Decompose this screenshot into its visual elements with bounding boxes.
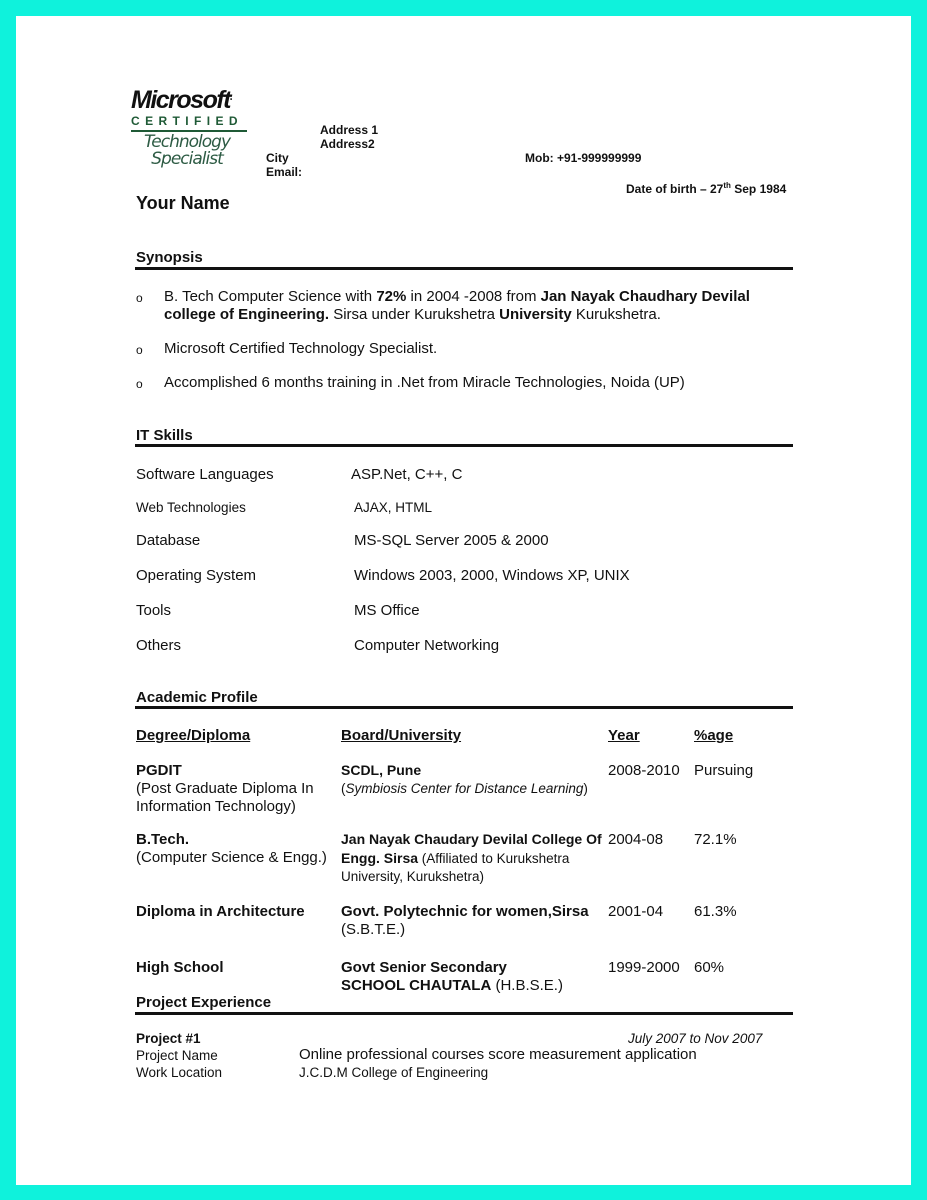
table-row-degree: Diploma in Architecture bbox=[136, 903, 305, 920]
resume-page bbox=[16, 16, 911, 1185]
divider bbox=[135, 444, 793, 447]
synopsis-text: Microsoft Certified Technology Specialist. bbox=[164, 340, 438, 357]
project-title: Project #1 bbox=[136, 1031, 201, 1046]
skill-label: Others bbox=[136, 637, 182, 654]
skill-label: Software Languages bbox=[136, 466, 274, 483]
divider bbox=[135, 1012, 793, 1015]
table-row-percentage: 72.1% bbox=[694, 831, 737, 848]
mobile-number: Mob: +91-999999999 bbox=[525, 151, 642, 165]
skill-label: Web Technologies bbox=[136, 500, 246, 515]
skill-value: ASP.Net, C++, C bbox=[351, 466, 463, 483]
synopsis-text: B. Tech Computer Science with 72% in 2004 -2008 from Jan Nayak Chaudhary Devilal college of Engineering. Sirsa under Kurukshetra University Kurukshetra. bbox=[164, 288, 750, 323]
work-location-value: J.C.D.M College of Engineering bbox=[299, 1065, 489, 1080]
project-name-label: Project Name bbox=[136, 1048, 218, 1063]
section-title-academic: Academic Profile bbox=[136, 689, 258, 706]
logo-brand: Microsoft• bbox=[131, 86, 231, 114]
table-row-board: SCDL, Pune (Symbiosis Center for Distance Learning) bbox=[341, 762, 588, 796]
bullet-icon: o bbox=[136, 377, 143, 391]
project-name-value: Online professional courses score measurement application bbox=[299, 1046, 697, 1063]
microsoft-certified-logo bbox=[131, 87, 251, 168]
table-row-percentage: 61.3% bbox=[694, 903, 737, 920]
divider bbox=[135, 706, 793, 709]
column-header-board: Board/University bbox=[341, 727, 462, 744]
date-of-birth: Date of birth – 27th Sep 1984 bbox=[626, 181, 787, 196]
table-row-degree: High School bbox=[136, 959, 224, 976]
column-header-year: Year bbox=[608, 727, 640, 744]
logo-certified: CERTIFIED bbox=[131, 114, 243, 128]
table-row-board: Jan Nayak Chaudary Devilal College Of Engg. Sirsa (Affiliated to Kurukshetra University, Kurukshetra) bbox=[341, 831, 602, 884]
logo-line1: Technology bbox=[143, 132, 230, 152]
skill-label: Operating System bbox=[136, 567, 257, 584]
city: City bbox=[266, 151, 289, 165]
skill-value: Computer Networking bbox=[354, 637, 500, 654]
work-location-label: Work Location bbox=[136, 1065, 223, 1080]
skill-value: MS Office bbox=[354, 602, 420, 619]
address-line-2: Address2 bbox=[320, 137, 375, 151]
project-dates: July 2007 to Nov 2007 bbox=[628, 1031, 763, 1046]
table-row-degree: B.Tech. (Computer Science & Engg.) bbox=[136, 831, 327, 866]
logo-line2: Specialist bbox=[151, 149, 223, 169]
divider bbox=[135, 267, 793, 270]
table-row-year: 1999-2000 bbox=[608, 959, 680, 976]
bullet-icon: o bbox=[136, 291, 143, 305]
table-row-year: 2004-08 bbox=[608, 831, 664, 848]
table-row-board: Govt. Polytechnic for women,Sirsa (S.B.T.E.) bbox=[341, 903, 589, 938]
column-header-degree: Degree/Diploma bbox=[136, 727, 251, 744]
table-row-year: 2001-04 bbox=[608, 903, 664, 920]
table-row-percentage: Pursuing bbox=[694, 762, 754, 779]
bullet-icon: o bbox=[136, 343, 143, 357]
table-row-percentage: 60% bbox=[694, 959, 725, 976]
section-title-it-skills: IT Skills bbox=[136, 427, 193, 444]
skill-value: MS-SQL Server 2005 & 2000 bbox=[354, 532, 549, 549]
section-title-project: Project Experience bbox=[136, 994, 272, 1011]
skill-label: Database bbox=[136, 532, 201, 549]
section-title-synopsis: Synopsis bbox=[136, 249, 203, 266]
skill-value: Windows 2003, 2000, Windows XP, UNIX bbox=[354, 567, 630, 584]
table-row-year: 2008-2010 bbox=[608, 762, 680, 779]
skill-label: Tools bbox=[136, 602, 172, 619]
email-label: Email: bbox=[266, 165, 303, 179]
column-header-percentage: %age bbox=[694, 727, 734, 744]
skill-value: AJAX, HTML bbox=[354, 500, 433, 515]
address-line-1: Address 1 bbox=[320, 123, 379, 137]
synopsis-text: Accomplished 6 months training in .Net from Miracle Technologies, Noida (UP) bbox=[164, 374, 685, 391]
table-row-degree: PGDIT (Post Graduate Diploma In Information Technology) bbox=[136, 762, 314, 815]
candidate-name: Your Name bbox=[136, 193, 230, 213]
table-row-board: Govt Senior Secondary SCHOOL CHAUTALA (H.B.S.E.) bbox=[341, 959, 563, 994]
